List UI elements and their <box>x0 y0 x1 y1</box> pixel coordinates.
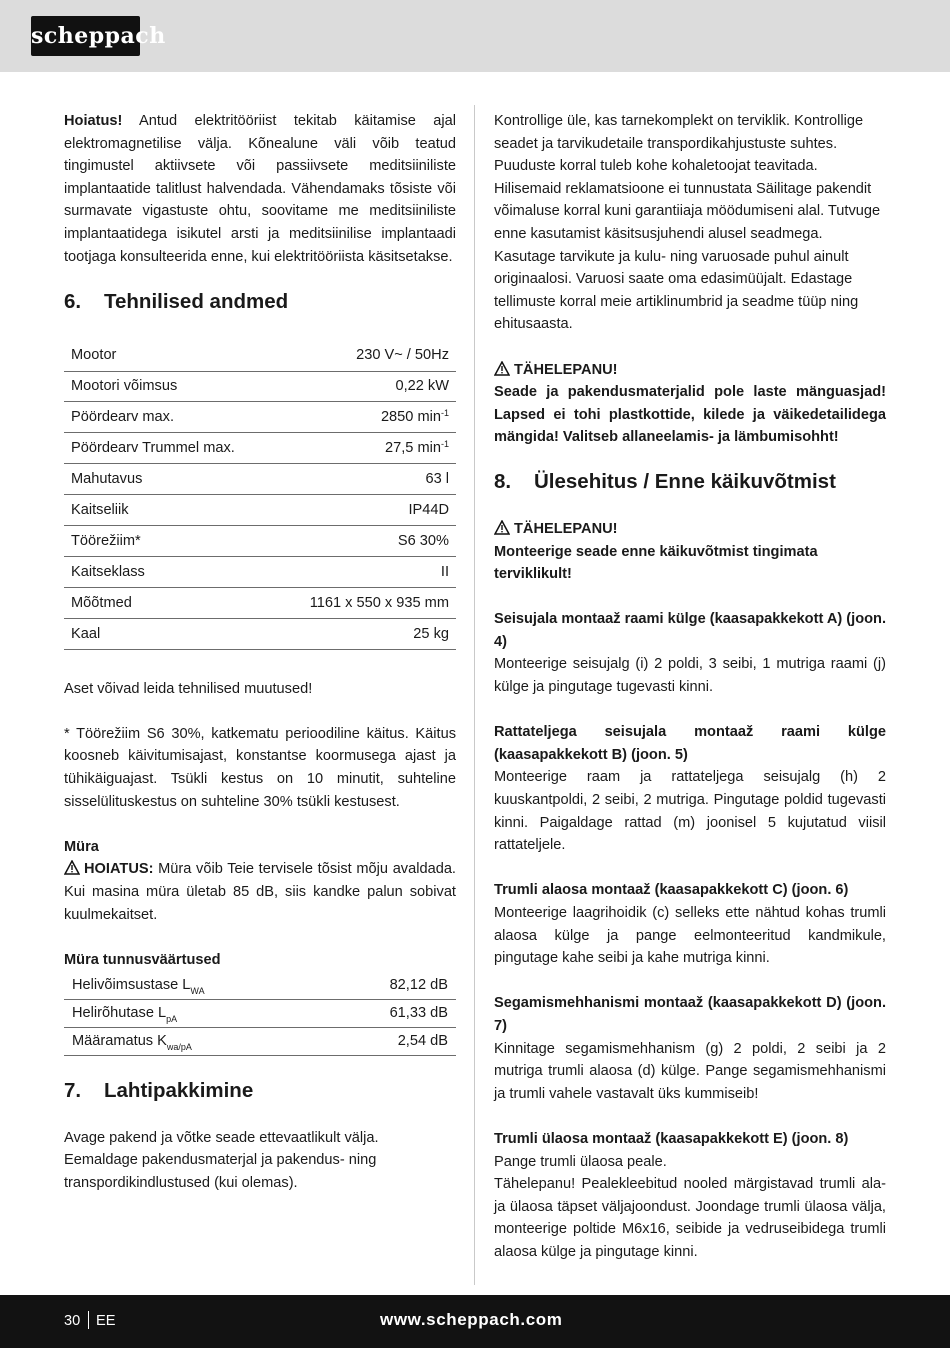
section-6-heading <box>64 289 456 315</box>
spec-label: Pöördearv max. <box>64 402 275 433</box>
spec-value <box>275 464 456 495</box>
spec-value <box>275 402 456 433</box>
spec-label: Mõõtmed <box>64 587 275 618</box>
spec-row <box>64 371 456 402</box>
spec-unit-exponent: -1 <box>440 408 449 419</box>
noise-label <box>64 971 325 999</box>
technical-changes-note: Aset võivad leida tehnilised muutused! <box>64 680 313 697</box>
footer-separator <box>88 1311 89 1329</box>
spec-row <box>64 556 456 587</box>
noise-row <box>64 999 456 1027</box>
section-number: 8. <box>494 469 512 493</box>
section-number: 7. <box>64 1078 82 1102</box>
spec-value-text: S6 30% <box>397 532 449 549</box>
noise-row <box>64 1027 456 1055</box>
spec-row <box>64 340 456 371</box>
delivery-check-text: Kontrollige üle, kas tarnekomplekt on terviklik. Kontrollige seadet ja tarvikudetaile transpordikahjustuste suhtes. Puuduste korral tuleb kohe kohaletoojat teavitada. Hilisemaid reklamatsioone ei tunnustata Säilitage pakendit võimaluse korral kuni garantiiaja möödumiseni alal. Tutvuge enne kasutamist käsitsusjuhendi alusel seadmega. Kasutage tarvikute ja kulu- ning varuosade puhul ainult originaalosi. Varuosi saate oma edasimüüjalt. Edastage tellimuste korral meie artiklinumbrid ja seadme tüüp ning ehitusaasta. <box>494 113 881 333</box>
spec-row <box>64 587 456 618</box>
website-url: www.scheppach.com <box>380 1310 563 1329</box>
emf-warning-text: Antud elektritööriist tekitab käitamise ajal elektromagnetilise välja. Kõnealune väli võib teatud tingimustel aktiivsete või passiivsete meditsiiniliste implantaatide talitlust halvendada. Vähendamaks tõsiste või surmavate vigastuste ohtu, soovitame me meditsiiniliste implantaatidega isikutel arsti ja meditsiinilise implantaadi tootjaga konsulteerida enne, kui elektritööriista käsitsetakse. <box>64 113 456 265</box>
warning-triangle-icon <box>64 860 80 875</box>
spec-value-text: 27,5 min <box>385 440 441 457</box>
assembly-step-title: Rattateljega seisujala montaaž raami külge (kaasapakkekott B) (joon. 5) <box>494 724 886 763</box>
noise-label-text: Määramatus K <box>72 1033 167 1050</box>
spec-value-text: 230 V~ / 50Hz <box>356 347 449 364</box>
noise-warning-text: Müra võib Teie tervisele tõsist mõju avaldada. Kui masina müra ületab 85 dB, siis kandke palun sobivat kuulmekaitset. <box>64 861 456 923</box>
attention-text-2: Monteerige seade enne käikuvõtmist tingimata terviklikult! <box>494 543 818 583</box>
attention-label-2 <box>494 518 886 541</box>
emf-warning-label: Hoiatus! <box>64 113 123 129</box>
assembly-step-title: Trumli ülaosa montaaž (kaasapakkekott E) (joon. 8) <box>494 1130 849 1147</box>
unpacking-text: Avage pakend ja võtke seade ettevaatlikult välja. Eemaldage pakendusmaterjal ja pakendus- ning transpordikindlustused (kui olemas). <box>64 1129 379 1191</box>
noise-warning-label: HOIATUS: <box>84 861 154 878</box>
spec-value-text: 2850 min <box>380 409 441 426</box>
attention-label-text: TÄHELEPANU! <box>514 520 618 537</box>
attention-text-1: Seade ja pakendusmaterjalid pole laste mänguasjad! Lapsed ei tohi plastkottide, kilede ja väikedetailidega mängida! Valitseb allaneelamis- ja lämbumisohht! <box>494 384 886 446</box>
spec-value <box>275 371 456 402</box>
attention-label-1 <box>494 359 886 382</box>
section-title: Ülesehitus / Enne käikuvõtmist <box>534 469 836 493</box>
noise-value: 2,54 dB <box>325 1027 456 1055</box>
spec-value <box>275 526 456 557</box>
spec-value-text: 25 kg <box>413 625 449 642</box>
step-spacer <box>494 699 886 722</box>
noise-label-subscript: pA <box>166 1014 178 1025</box>
spec-value-text: 1161 x 550 x 935 mm <box>309 594 449 611</box>
assembly-step-title: Seisujala montaaž raami külge (kaasapakkekott A) (joon. 4) <box>494 611 887 650</box>
spec-row <box>64 526 456 557</box>
spec-unit-exponent: -1 <box>440 439 449 450</box>
step-spacer <box>494 586 886 609</box>
noise-label-subscript: wa/pA <box>166 1042 192 1053</box>
spec-value <box>275 433 456 464</box>
assembly-step-text: Pange trumli ülaosa peale. Tähelepanu! Pealekleebitud nooled märgistavad trumli ala- ja ülaosa täpset väljajoondust. Joondage trumli ülaosa välja, monteerige poltide M6x16, seibide ja vedruseibidega trumli alaosa külge ja pingutage kinni. <box>494 1153 886 1260</box>
language-code: EE <box>96 1313 116 1329</box>
spec-row <box>64 433 456 464</box>
assembly-step-title: Segamismehhanismi montaaž (kaasapakkekott D) (joon. 7) <box>494 995 886 1034</box>
spec-value <box>275 495 456 526</box>
spec-label: Kaitseklass <box>64 556 275 587</box>
spec-label: Kaal <box>64 618 275 649</box>
spec-label: Mootori võimsus <box>64 371 275 402</box>
noise-values-heading: Müra tunnusväärtused <box>64 951 221 968</box>
noise-heading: Müra <box>64 838 99 855</box>
spec-row <box>64 495 456 526</box>
noise-row <box>64 971 456 999</box>
spec-label: Pöördearv Trummel max. <box>64 433 275 464</box>
header-bar <box>0 0 950 72</box>
spec-row <box>64 618 456 649</box>
right-column <box>494 110 886 1264</box>
warning-triangle-icon <box>494 520 510 535</box>
noise-value: 61,33 dB <box>325 999 456 1027</box>
noise-warning-paragraph <box>64 858 456 926</box>
section-7-heading <box>64 1078 456 1104</box>
assembly-step-text: Kinnitage segamismehhanism (g) 2 poldi, 2 seibi ja 2 mutriga trumli alaosa (d) külge. Pange segamismehhanismi ja trumli vahele vastavalt üks kummiseib! <box>494 1040 886 1102</box>
spec-row <box>64 402 456 433</box>
section-title: Lahtipakkimine <box>104 1078 254 1102</box>
spec-value <box>275 340 456 371</box>
noise-values-table <box>64 971 456 1056</box>
spec-value-text: IP44D <box>408 502 449 519</box>
spec-value-text: II <box>440 563 449 580</box>
assembly-steps <box>494 586 886 1264</box>
column-divider <box>474 105 475 1285</box>
spec-row <box>64 464 456 495</box>
noise-label-subscript: WA <box>190 986 205 997</box>
section-number: 6. <box>64 290 82 314</box>
assembly-step-text: Monteerige laagrihoidik (c) selleks ette nähtud kohas trumli alaosa külge ja pange eelmonteeritud kandmikule, pingutage kahe seibi ja kahe mutriga kinni. <box>494 905 886 967</box>
spec-value-text: 63 l <box>425 471 449 488</box>
noise-label-text: Helivõimsustase L <box>72 977 191 994</box>
tech-specs-table <box>64 340 456 649</box>
warning-triangle-icon <box>494 361 510 376</box>
spec-value-text: 0,22 kW <box>395 378 449 395</box>
noise-label <box>64 1027 325 1055</box>
noise-label-text: Helirõhutase L <box>72 1005 167 1022</box>
assembly-step-text: Monteerige raam ja rattateljega seisujalg (h) 2 kuuskantpoldi, 2 seibi, 2 mutriga. Pingutage poldid tugevasti kinni. Paigaldage rattad (m) joonisel 5 kujutatud viisil rattateljele. <box>494 769 886 854</box>
brand-logo: scheppach <box>31 16 140 56</box>
spec-label: Kaitseliik <box>64 495 275 526</box>
noise-value: 82,12 dB <box>325 971 456 999</box>
spec-value <box>275 556 456 587</box>
left-column <box>64 110 456 1195</box>
spec-label: Mootor <box>64 340 275 371</box>
spec-value <box>275 618 456 649</box>
page-number: 30 <box>64 1313 81 1329</box>
step-spacer <box>494 970 886 993</box>
spec-label: Töörežiim* <box>64 526 275 557</box>
step-spacer <box>494 857 886 880</box>
spec-value <box>275 587 456 618</box>
section-title: Tehnilised andmed <box>104 290 289 314</box>
step-spacer <box>494 1105 886 1128</box>
attention-label-text: TÄHELEPANU! <box>514 361 618 378</box>
assembly-step-title: Trumli alaosa montaaž (kaasapakkekott C) (joon. 6) <box>494 882 849 899</box>
emf-warning-paragraph <box>64 110 456 268</box>
spec-label: Mahutavus <box>64 464 275 495</box>
section-8-heading <box>494 469 886 495</box>
footer-bar <box>0 1295 950 1348</box>
assembly-step-text: Monteerige seisujalg (i) 2 poldi, 3 seibi, 1 mutriga raami (j) külge ja pingutage tugevasti kinni. <box>494 656 886 696</box>
noise-label <box>64 999 325 1027</box>
operating-mode-footnote: * Töörežiim S6 30%, katkematu perioodiline käitus. Käitus koosneb käivitumisajast, konstantse koormusega ajast ja tühikäiguajast. Tsükli kestus on 10 minutit, suhteline sisselülituskestus on suhteline 30% tsükli kestusest. <box>64 725 456 810</box>
